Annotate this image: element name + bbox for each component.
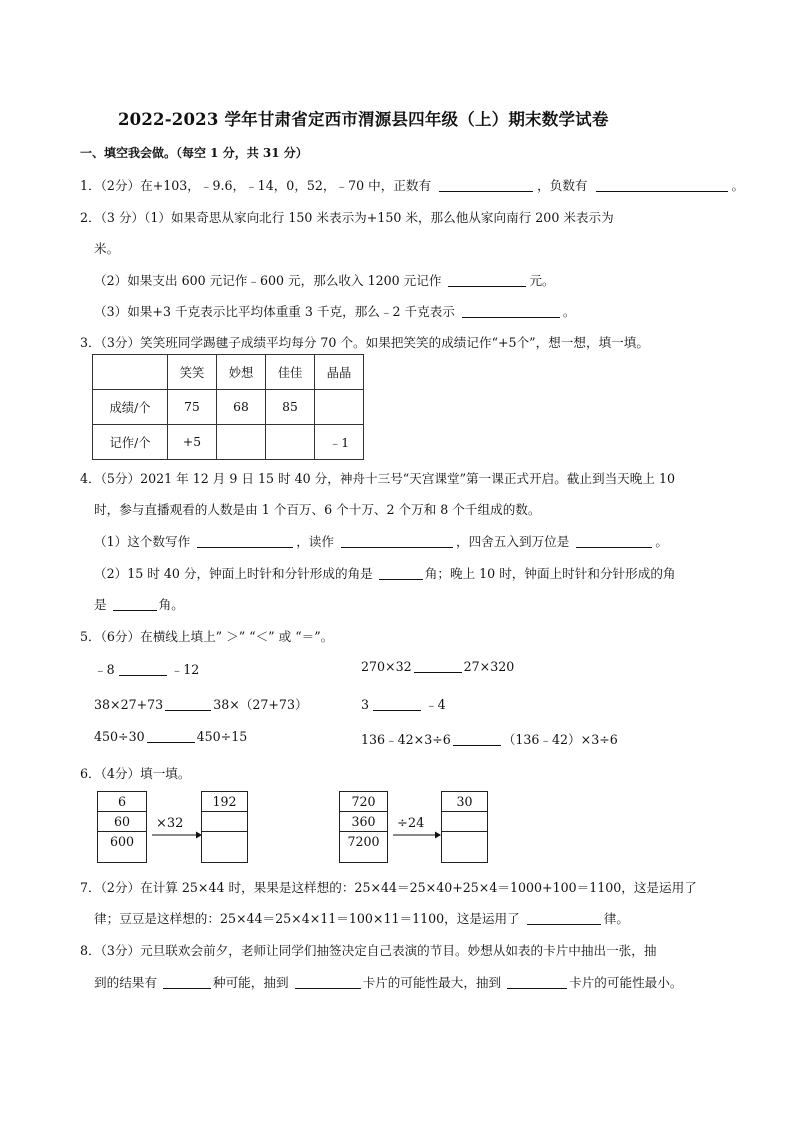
answer-blank[interactable] bbox=[576, 534, 652, 548]
question-5: 5．（6分）在横线上填上” ＞” “＜” 或 “＝”。 bbox=[80, 629, 334, 644]
question-2-line2: 米。 bbox=[94, 241, 120, 256]
answer-blank[interactable] bbox=[373, 697, 421, 711]
box-cell: 600 bbox=[109, 834, 135, 849]
answer-blank[interactable] bbox=[163, 975, 211, 989]
table-cell-blank[interactable] bbox=[315, 390, 364, 425]
table-cell: ﹣1 bbox=[315, 425, 364, 460]
answer-blank[interactable] bbox=[197, 534, 293, 548]
q1-mid: ，负数有 bbox=[537, 178, 588, 193]
answer-blank[interactable] bbox=[165, 697, 211, 711]
question-4-line2: 时，参与直播观看的人数是由 1 个百万、6 个十万、2 个万和 8 个千组成的数。 bbox=[94, 502, 541, 517]
table-cell: 妙想 bbox=[217, 355, 266, 390]
q8-line2-d: 卡片的可能性最小。 bbox=[569, 975, 683, 990]
box-cell-blank[interactable] bbox=[202, 832, 247, 852]
table-cell: +5 bbox=[168, 425, 217, 460]
box-cell: 720 bbox=[340, 792, 387, 812]
table-cell-blank[interactable] bbox=[266, 425, 315, 460]
q2-line3-text: （2）如果支出 600 元记作﹣600 元，那么收入 1200 元记作 bbox=[94, 273, 442, 288]
compare-left: 270×32 bbox=[361, 659, 412, 674]
q4-line3-d: 。 bbox=[655, 534, 668, 549]
box-cell: 7200 bbox=[347, 834, 380, 849]
table-row bbox=[93, 425, 364, 460]
q4-line3-a: （1）这个数写作 bbox=[94, 534, 191, 549]
answer-blank[interactable] bbox=[379, 566, 423, 580]
compare-right: 38×（27+73） bbox=[213, 697, 308, 712]
question-2-line4 bbox=[94, 301, 575, 320]
table-cell: 佳佳 bbox=[266, 355, 315, 390]
q8-line2-c: 卡片的可能性最大，抽到 bbox=[362, 975, 502, 990]
question-6: 6．（4分）填一填。 bbox=[80, 766, 191, 781]
question-8-line1: 8．（3分）元旦联欢会前夕，老师让同学们抽签决定自己表演的节目。妙想从如表的卡片中抽出一张，抽 bbox=[80, 943, 657, 958]
question-1 bbox=[80, 175, 744, 194]
q4-line4-b: 角；晚上 10 时，钟面上时针和分针形成的角 bbox=[424, 566, 676, 581]
compare-right: 27×320 bbox=[463, 659, 515, 674]
input-box-right bbox=[339, 791, 388, 863]
table-cell: 成绩/个 bbox=[93, 390, 168, 425]
q7-line2-a: 律；豆豆是这样想的：25×44＝25×4×11＝100×11＝1100，这是运用了 bbox=[94, 911, 520, 926]
question-3: 3．（3分）笑笑班同学踢毽子成绩平均每分 70 个。如果把笑笑的成绩记作“+5个”，想一想，填一填。 bbox=[80, 335, 649, 350]
box-cell-blank[interactable] bbox=[202, 812, 247, 832]
table-cell: 68 bbox=[217, 390, 266, 425]
answer-blank[interactable] bbox=[596, 178, 728, 192]
q4-line5-a: 是 bbox=[94, 597, 107, 612]
score-table bbox=[92, 354, 364, 460]
table-row bbox=[93, 390, 364, 425]
table-cell: 75 bbox=[168, 390, 217, 425]
compare-right: 450÷15 bbox=[196, 729, 248, 744]
section-heading: 一、填空我会做。（每空 1 分，共 31 分） bbox=[80, 146, 308, 160]
answer-blank[interactable] bbox=[507, 975, 567, 989]
arrow-icon bbox=[150, 830, 202, 840]
q4-line5-b: 角。 bbox=[158, 597, 184, 612]
q8-line2-a: 到的结果有 bbox=[94, 975, 157, 990]
output-box-left bbox=[201, 791, 248, 863]
question-2-line1: 2．（3 分）（1）如果奇思从家向北行 150 米表示为+150 米，那么他从家向南行 200 米表示为 bbox=[80, 210, 614, 225]
answer-blank[interactable] bbox=[295, 975, 361, 989]
answer-blank[interactable] bbox=[414, 659, 462, 673]
answer-blank[interactable] bbox=[453, 732, 501, 746]
compare-left: 3 bbox=[361, 697, 370, 712]
question-4-line3 bbox=[94, 531, 668, 550]
question-4-line4 bbox=[94, 563, 676, 582]
output-box-right bbox=[441, 791, 488, 863]
box-cell: 30 bbox=[442, 792, 487, 812]
box-cell: 360 bbox=[340, 812, 387, 832]
compare-right: ﹣12 bbox=[170, 662, 200, 677]
compare-left: 450÷30 bbox=[94, 729, 145, 744]
answer-blank[interactable] bbox=[439, 178, 533, 192]
question-4-line5 bbox=[94, 594, 184, 613]
compare-item bbox=[361, 659, 514, 674]
answer-blank[interactable] bbox=[147, 729, 195, 743]
answer-blank[interactable] bbox=[527, 911, 601, 925]
question-7-line2 bbox=[94, 908, 629, 927]
q4-line3-c: ，四舍五入到万位是 bbox=[455, 534, 570, 549]
compare-item bbox=[361, 729, 618, 748]
q2-line4-text: （3）如果+3 千克表示比平均体重重 3 千克，那么﹣2 千克表示 bbox=[94, 304, 455, 319]
box-cell: 6 bbox=[98, 792, 146, 812]
compare-right: ﹣4 bbox=[425, 697, 446, 712]
compare-left: 136﹣42×3÷6 bbox=[361, 732, 451, 747]
compare-item bbox=[94, 659, 199, 678]
q8-line2-b: 种可能，抽到 bbox=[212, 975, 289, 990]
table-cell: 85 bbox=[266, 390, 315, 425]
answer-blank[interactable] bbox=[119, 662, 167, 676]
page-title: 2022-2023 学年甘肃省定西市渭源县四年级（上）期末数学试卷 bbox=[118, 110, 609, 129]
q7-line2-b: 律。 bbox=[603, 911, 629, 926]
table-cell-blank[interactable] bbox=[217, 425, 266, 460]
table-cell: 晶晶 bbox=[315, 355, 364, 390]
question-2-line3 bbox=[94, 270, 555, 289]
box-cell: 60 bbox=[98, 812, 146, 832]
box-cell-blank[interactable] bbox=[442, 812, 487, 832]
question-7-line1: 7．（2分）在计算 25×44 时，果果是这样想的：25×44＝25×40+25×4＝1000+100＝1100，这是运用了 bbox=[80, 880, 697, 895]
arrow-icon bbox=[391, 830, 441, 840]
compare-left: ﹣8 bbox=[94, 662, 115, 677]
q1-text: 1．（2分）在+103，﹣9.6，﹣14，0，52，﹣70 中，正数有 bbox=[80, 178, 432, 193]
table-cell: 笑笑 bbox=[168, 355, 217, 390]
q4-line3-b: ，读作 bbox=[296, 534, 334, 549]
table-cell bbox=[93, 355, 168, 390]
compare-left: 38×27+73 bbox=[94, 697, 164, 712]
question-8-line2 bbox=[94, 972, 682, 991]
q1-end: 。 bbox=[731, 178, 745, 193]
answer-blank[interactable] bbox=[341, 534, 453, 548]
compare-item bbox=[361, 694, 446, 713]
q2-line3-end: 元。 bbox=[529, 273, 555, 288]
input-box-left bbox=[97, 791, 147, 863]
answer-blank[interactable] bbox=[113, 597, 157, 611]
box-cell: 192 bbox=[202, 792, 247, 812]
compare-right: （136﹣42）×3÷6 bbox=[502, 732, 618, 747]
table-cell: 记作/个 bbox=[93, 425, 168, 460]
question-4-line1: 4．（5分）2021 年 12 月 9 日 15 时 40 分，神舟十三号“天宫课堂”第一课正式开启。截止到当天晚上 10 bbox=[80, 471, 675, 486]
operator-label: ÷24 bbox=[397, 816, 425, 831]
compare-item bbox=[94, 694, 308, 713]
table-header-row bbox=[93, 355, 364, 390]
answer-blank[interactable] bbox=[462, 304, 560, 318]
q2-line4-end: 。 bbox=[562, 304, 576, 319]
compare-item bbox=[94, 729, 247, 744]
answer-blank[interactable] bbox=[448, 273, 526, 287]
box-cell-blank[interactable] bbox=[442, 832, 487, 852]
q4-line4-a: （2）15 时 40 分，钟面上时针和分针形成的角是 bbox=[94, 566, 373, 581]
operator-label: ×32 bbox=[156, 816, 184, 831]
